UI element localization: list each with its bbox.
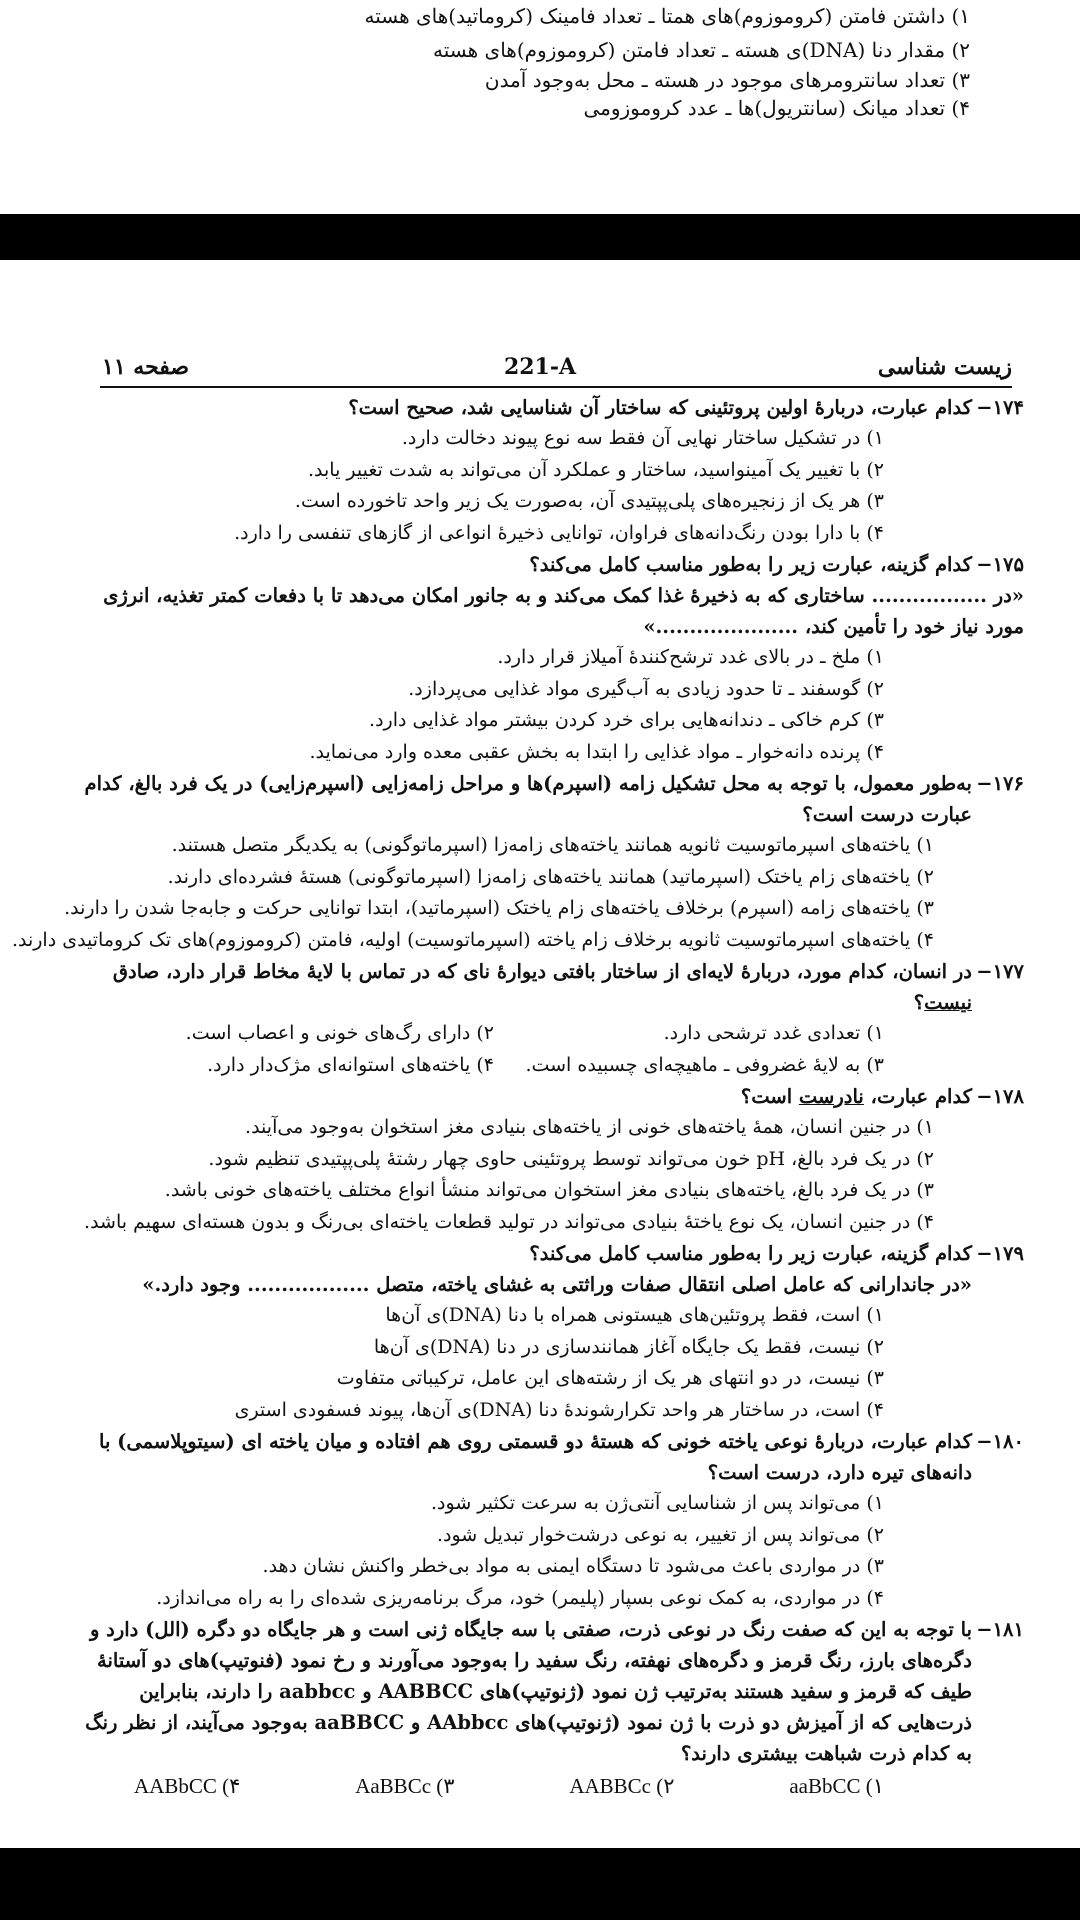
option-1: ۱) در تشکیل ساختار نهایی آن فقط سه نوع پیوند دخالت دارد.: [401, 427, 884, 449]
question-mark: است؟: [740, 1085, 799, 1108]
question-number: ۱۸۱−: [976, 1618, 1024, 1641]
question-number: ۱۷۵−: [976, 553, 1024, 576]
option-4: ۴) با دارا بودن رنگ‌دانه‌های فراوان، توانایی ذخیرهٔ انواعی از گازهای تنفسی را دارد.: [234, 521, 884, 544]
option-1: ۱) می‌تواند پس از شناسایی آنتی‌ژن به سرعت تکثیر شود.: [431, 1492, 884, 1514]
question-177: [64, 956, 1024, 1081]
option-2: ۲) در یک فرد بالغ، pH خون می‌تواند توسط پروتئینی حاوی چهار رشتهٔ پلی‌پپتیدی تنظیم شود.: [208, 1147, 934, 1170]
question-number: ۱۸۰−: [976, 1430, 1024, 1453]
question-text: کدام عبارت،: [863, 1085, 972, 1108]
header-rule: [100, 386, 1012, 388]
question-179: [64, 1238, 1024, 1426]
question-175: [64, 549, 1024, 768]
negation-word: نادرست: [798, 1085, 864, 1108]
question-number: ۱۷۹−: [976, 1242, 1024, 1265]
question-number: ۱۷۴−: [976, 396, 1024, 419]
question-180: [64, 1426, 1024, 1614]
fill-sentence-line-1: «در ................. ساختاری که به ذخیرهٔ غذا کمک می‌کند و به جانور امکان می‌دهد تا با دفعات کمتر تغذیه، انرژی: [103, 584, 1024, 607]
prev-option-1: ۱) داشتن فامتن (کروموزوم)‌های همتا ـ تعداد فامینک (کروماتید)‌های هسته: [364, 4, 970, 28]
option-4: ۴) یاخته‌های استوانه‌ای مژک‌دار دارد.: [207, 1053, 494, 1076]
question-text: کدام گزینه، عبارت زیر را به‌طور مناسب کامل می‌کند؟: [529, 553, 972, 576]
question-174: [64, 392, 1024, 549]
subject-title: زیست شناسی: [877, 354, 1012, 380]
option-2: ۲) نیست، فقط یک جایگاه آغاز همانندسازی در دنا (DNA)ی آن‌ها: [373, 1335, 884, 1358]
option-2: ۲) گوسفند ـ تا حدود زیادی به آب‌گیری مواد غذایی می‌پردازد.: [408, 677, 884, 700]
option-3: ۳) نیست، در دو انتهای هر یک از رشته‌های این عامل، ترکیباتی متفاوت: [336, 1367, 884, 1389]
question-text: کدام گزینه، عبارت زیر را به‌طور مناسب کامل می‌کند؟: [529, 1242, 972, 1265]
option-1: ۱) در جنین انسان، همهٔ یاخته‌های خونی از یاخته‌های بنیادی مغز استخوان به‌وجود می‌آیند.: [245, 1116, 934, 1138]
option-1: aaBbCC (۱: [789, 1774, 884, 1798]
option-1: ۱) ملخ ـ در بالای غدد ترشح‌کنندهٔ آمیلاز قرار دارد.: [497, 646, 884, 668]
prev-option-2: ۲) مقدار دنا (DNA)ی هسته ـ تعداد فامتن (کروموزوم)‌های هسته: [433, 38, 970, 62]
option-4: ۴) است، در ساختار هر واحد تکرارشوندهٔ دنا (DNA)ی آن‌ها، پیوند فسفودی استری: [234, 1398, 884, 1421]
option-3: ۳) در یک فرد بالغ، یاخته‌های بنیادی مغز استخوان می‌تواند منشأ انواع مختلف یاخته‌های خونی باشد.: [164, 1179, 934, 1201]
option-1: ۱) تعدادی غدد ترشحی دارد.: [663, 1022, 884, 1044]
question-number: ۱۷۷−: [976, 960, 1024, 983]
question-number: ۱۷۸−: [976, 1085, 1024, 1108]
option-3: ۳) در مواردی باعث می‌شود تا دستگاه ایمنی به مواد بی‌خطر واکنش نشان دهد.: [262, 1555, 884, 1577]
question-176: [11, 768, 1024, 956]
option-4: AABbCC (۴: [134, 1774, 241, 1798]
question-text: کدام عبارت، دربارهٔ نوعی یاخته خونی که هستهٔ دو قسمتی روی هم افتاده و میان یاخته ای (سیتوپلاسمی) با دانه‌های تیره دارد، درست است؟: [99, 1430, 972, 1484]
option-2: ۲) با تغییر یک آمینواسید، ساختار و عملکرد آن می‌تواند به شدت تغییر یابد.: [308, 458, 884, 481]
fill-sentence-line-1: «در جاندارانی که عامل اصلی انتقال صفات وراثتی به غشای یاخته، متصل .................. وجود دارد.»: [142, 1273, 972, 1296]
option-3: ۳) به لایهٔ غضروفی ـ ماهیچه‌ای چسبیده است.: [525, 1053, 884, 1076]
option-4: ۴) پرنده دانه‌خوار ـ مواد غذایی را ابتدا به بخش عقبی معده وارد می‌نماید.: [309, 740, 884, 763]
question-text: به‌طور معمول، با توجه به محل تشکیل زامه (اسپرم)ها و مراحل زامه‌زایی (اسپرم‌زایی) در یک فرد بالغ، کدام عبارت درست است؟: [84, 772, 972, 826]
question-text: در انسان، کدام مورد، دربارهٔ لایه‌ای از ساختار بافتی دیوارهٔ نای که در تماس با لایهٔ مخاط قرار دارد، صادق: [112, 960, 972, 983]
option-3: ۳) کرم خاکی ـ دندانه‌هایی برای خرد کردن بیشتر مواد غذایی دارد.: [369, 709, 884, 731]
question-text: با توجه به این که صفت رنگ در نوعی ذرت، صفتی با سه جایگاه ژنی است و هر جایگاه دو دگره (الل) دارد و دگره‌های بارز، رنگ قرمز و دگره‌های نهفته، رنگ سفید را به‌وجود می‌آورند و رخ نمود (فنوتیپ)های دو آستانهٔ طیف که قرمز و سفید هستند به‌ترتیب ژن نمود (ژنوتیپ)های AABBCC و aabbcc را دارند، بنابراین ذرت‌هایی که از آمیزش دو ذرت با ژن نمود (ژنوتیپ)های AAbbcc و aaBBCC به‌وجود می‌آیند، از نظر رنگ به کدام ذرت شباهت بیشتری دارند؟: [85, 1618, 972, 1765]
option-3: AaBBCc (۳: [355, 1774, 455, 1798]
exam-code: 221-A: [503, 354, 577, 380]
option-4: ۴) در جنین انسان، یک نوع یاختهٔ بنیادی می‌تواند در تولید قطعات یاخته‌ای بی‌رنگ و بدون هسته‌ای سهیم باشد.: [84, 1210, 934, 1233]
fill-sentence-line-2: مورد نیاز خود را تأمین کند، .....................»: [643, 615, 1024, 638]
option-2: ۲) دارای رگ‌های خونی و اعصاب است.: [185, 1022, 494, 1044]
bottom-separator-bar: [0, 1848, 1080, 1920]
option-2: ۲) می‌تواند پس از تغییر، به نوعی درشت‌خوار تبدیل شود.: [436, 1523, 884, 1546]
option-3: ۳) یاخته‌های زامه (اسپرم) برخلاف یاخته‌های زام یاختک (اسپرماتید)، ابتدا توانایی حرکت و جابه‌جا شدن را دارند.: [64, 897, 934, 919]
question-178: [64, 1081, 1024, 1238]
question-number: ۱۷۶−: [976, 772, 1024, 795]
prev-option-3: ۳) تعداد سانترومرهای موجود در هسته ـ محل به‌وجود آمدن: [484, 68, 970, 92]
page-number: صفحه ۱۱: [102, 354, 190, 380]
page-separator-bar: [0, 214, 1080, 260]
option-2: AABBCc (۲: [569, 1774, 675, 1798]
question-mark: ؟: [913, 991, 925, 1014]
negation-word: نیست: [924, 991, 972, 1014]
option-1: ۱) است، فقط پروتئین‌های هیستونی همراه با دنا (DNA)ی آن‌ها: [385, 1304, 884, 1326]
option-3: ۳) هر یک از زنجیره‌های پلی‌پپتیدی آن، به‌صورت یک زیر واحد تاخورده است.: [294, 490, 884, 512]
option-1: ۱) یاخته‌های اسپرماتوسیت ثانویه همانند یاخته‌های زامه‌زا (اسپرماتوگونی) به یکدیگر متصل هستند.: [171, 834, 934, 856]
option-2: ۲) یاخته‌های زام یاختک (اسپرماتید) همانند یاخته‌های زامه‌زا (اسپرماتوگونی) هستهٔ فشرده‌ای دارند.: [167, 865, 934, 888]
prev-option-4: ۴) تعداد میانک (سانتریول)‌ها ـ عدد کروموزومی: [583, 96, 970, 120]
question-181: [64, 1614, 1024, 1803]
question-text: کدام عبارت، دربارهٔ اولین پروتئینی که ساختار آن شناسایی شد، صحیح است؟: [348, 396, 972, 419]
option-4: ۴) یاخته‌های اسپرماتوسیت ثانویه برخلاف زام یاخته (اسپرماتوسیت) اولیه، فامتن (کروموزوم)‌های تک کروماتیدی دارند.: [11, 928, 934, 951]
option-4: ۴) در مواردی، به کمک نوعی بسپار (پلیمر) خود، مرگ برنامه‌ریزی شده‌ای را به راه می‌اندازد.: [156, 1586, 884, 1609]
questions-container: [11, 392, 1024, 1803]
